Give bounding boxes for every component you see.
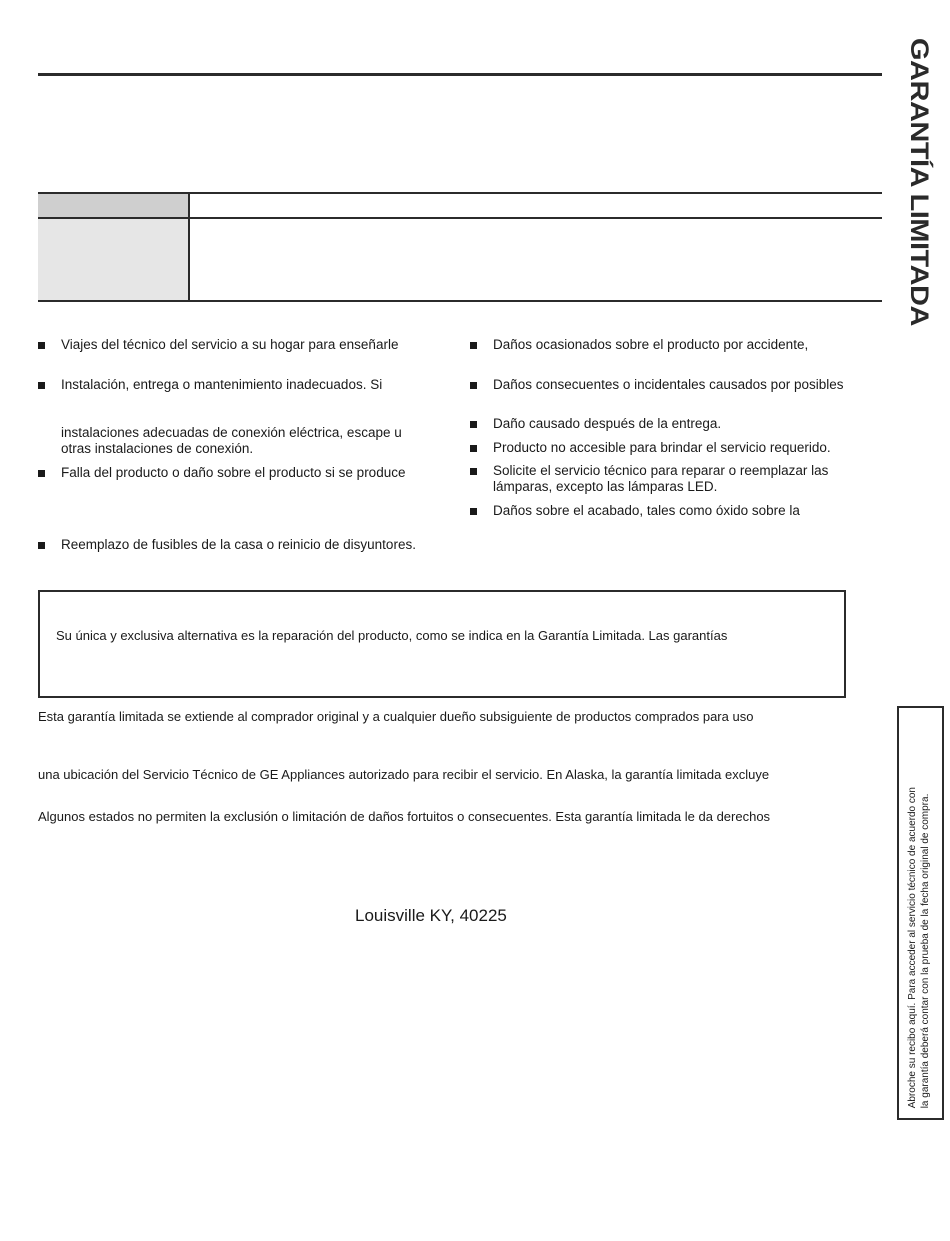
table-top-rule	[38, 192, 882, 194]
receipt-line: la garantía deberá contar con la prueba de la fecha original de compra.	[920, 793, 931, 1108]
receipt-line: Abroche su recibo aquí. Para acceder al servicio técnico de acuerdo con	[907, 786, 918, 1108]
bullet-square-icon	[470, 468, 477, 475]
list-item-continuation: instalaciones adecuadas de conexión eléctrica, escape u	[61, 425, 402, 440]
bullet-square-icon	[38, 342, 45, 349]
table-bottom-rule	[38, 300, 882, 302]
list-item-continuation: otras instalaciones de conexión.	[61, 441, 254, 456]
bullet-square-icon	[470, 342, 477, 349]
exclusive-remedy-box	[38, 590, 846, 698]
bullet-square-icon	[38, 382, 45, 389]
top-divider	[38, 73, 882, 76]
paragraph-coverage-scope: Esta garantía limitada se extiende al comprador original y a cualquier dueño subsiguiente de productos comprados para uso	[38, 709, 754, 724]
receipt-instructions	[906, 787, 932, 1108]
bullet-square-icon	[470, 421, 477, 428]
bullet-square-icon	[38, 542, 45, 549]
table-column-divider	[188, 192, 190, 302]
bullet-square-icon	[470, 382, 477, 389]
table-header-cell	[38, 194, 188, 217]
exclusive-remedy-text: Su única y exclusiva alternativa es la reparación del producto, como se indica en la Garantía Limitada. Las garantías	[56, 628, 728, 643]
bullet-square-icon	[470, 508, 477, 515]
list-item-continuation: lámparas, excepto las lámparas LED.	[493, 479, 718, 494]
paragraph-service-location: una ubicación del Servicio Técnico de GE Appliances autorizado para recibir el servicio. En Alaska, la garantía limitada excluye	[38, 767, 770, 782]
warrantor-address: Louisville KY, 40225	[355, 906, 507, 925]
paragraph-state-rights: Algunos estados no permiten la exclusión o limitación de daños fortuitos o consecuentes. Esta garantía limitada le da derechos	[38, 809, 771, 824]
receipt-staple-box	[897, 706, 944, 1120]
table-period-cell	[38, 219, 188, 300]
page-title: GARANTÍA LIMITADA	[904, 38, 933, 326]
table-middle-rule	[38, 217, 882, 219]
bullet-square-icon	[38, 470, 45, 477]
bullet-square-icon	[470, 445, 477, 452]
